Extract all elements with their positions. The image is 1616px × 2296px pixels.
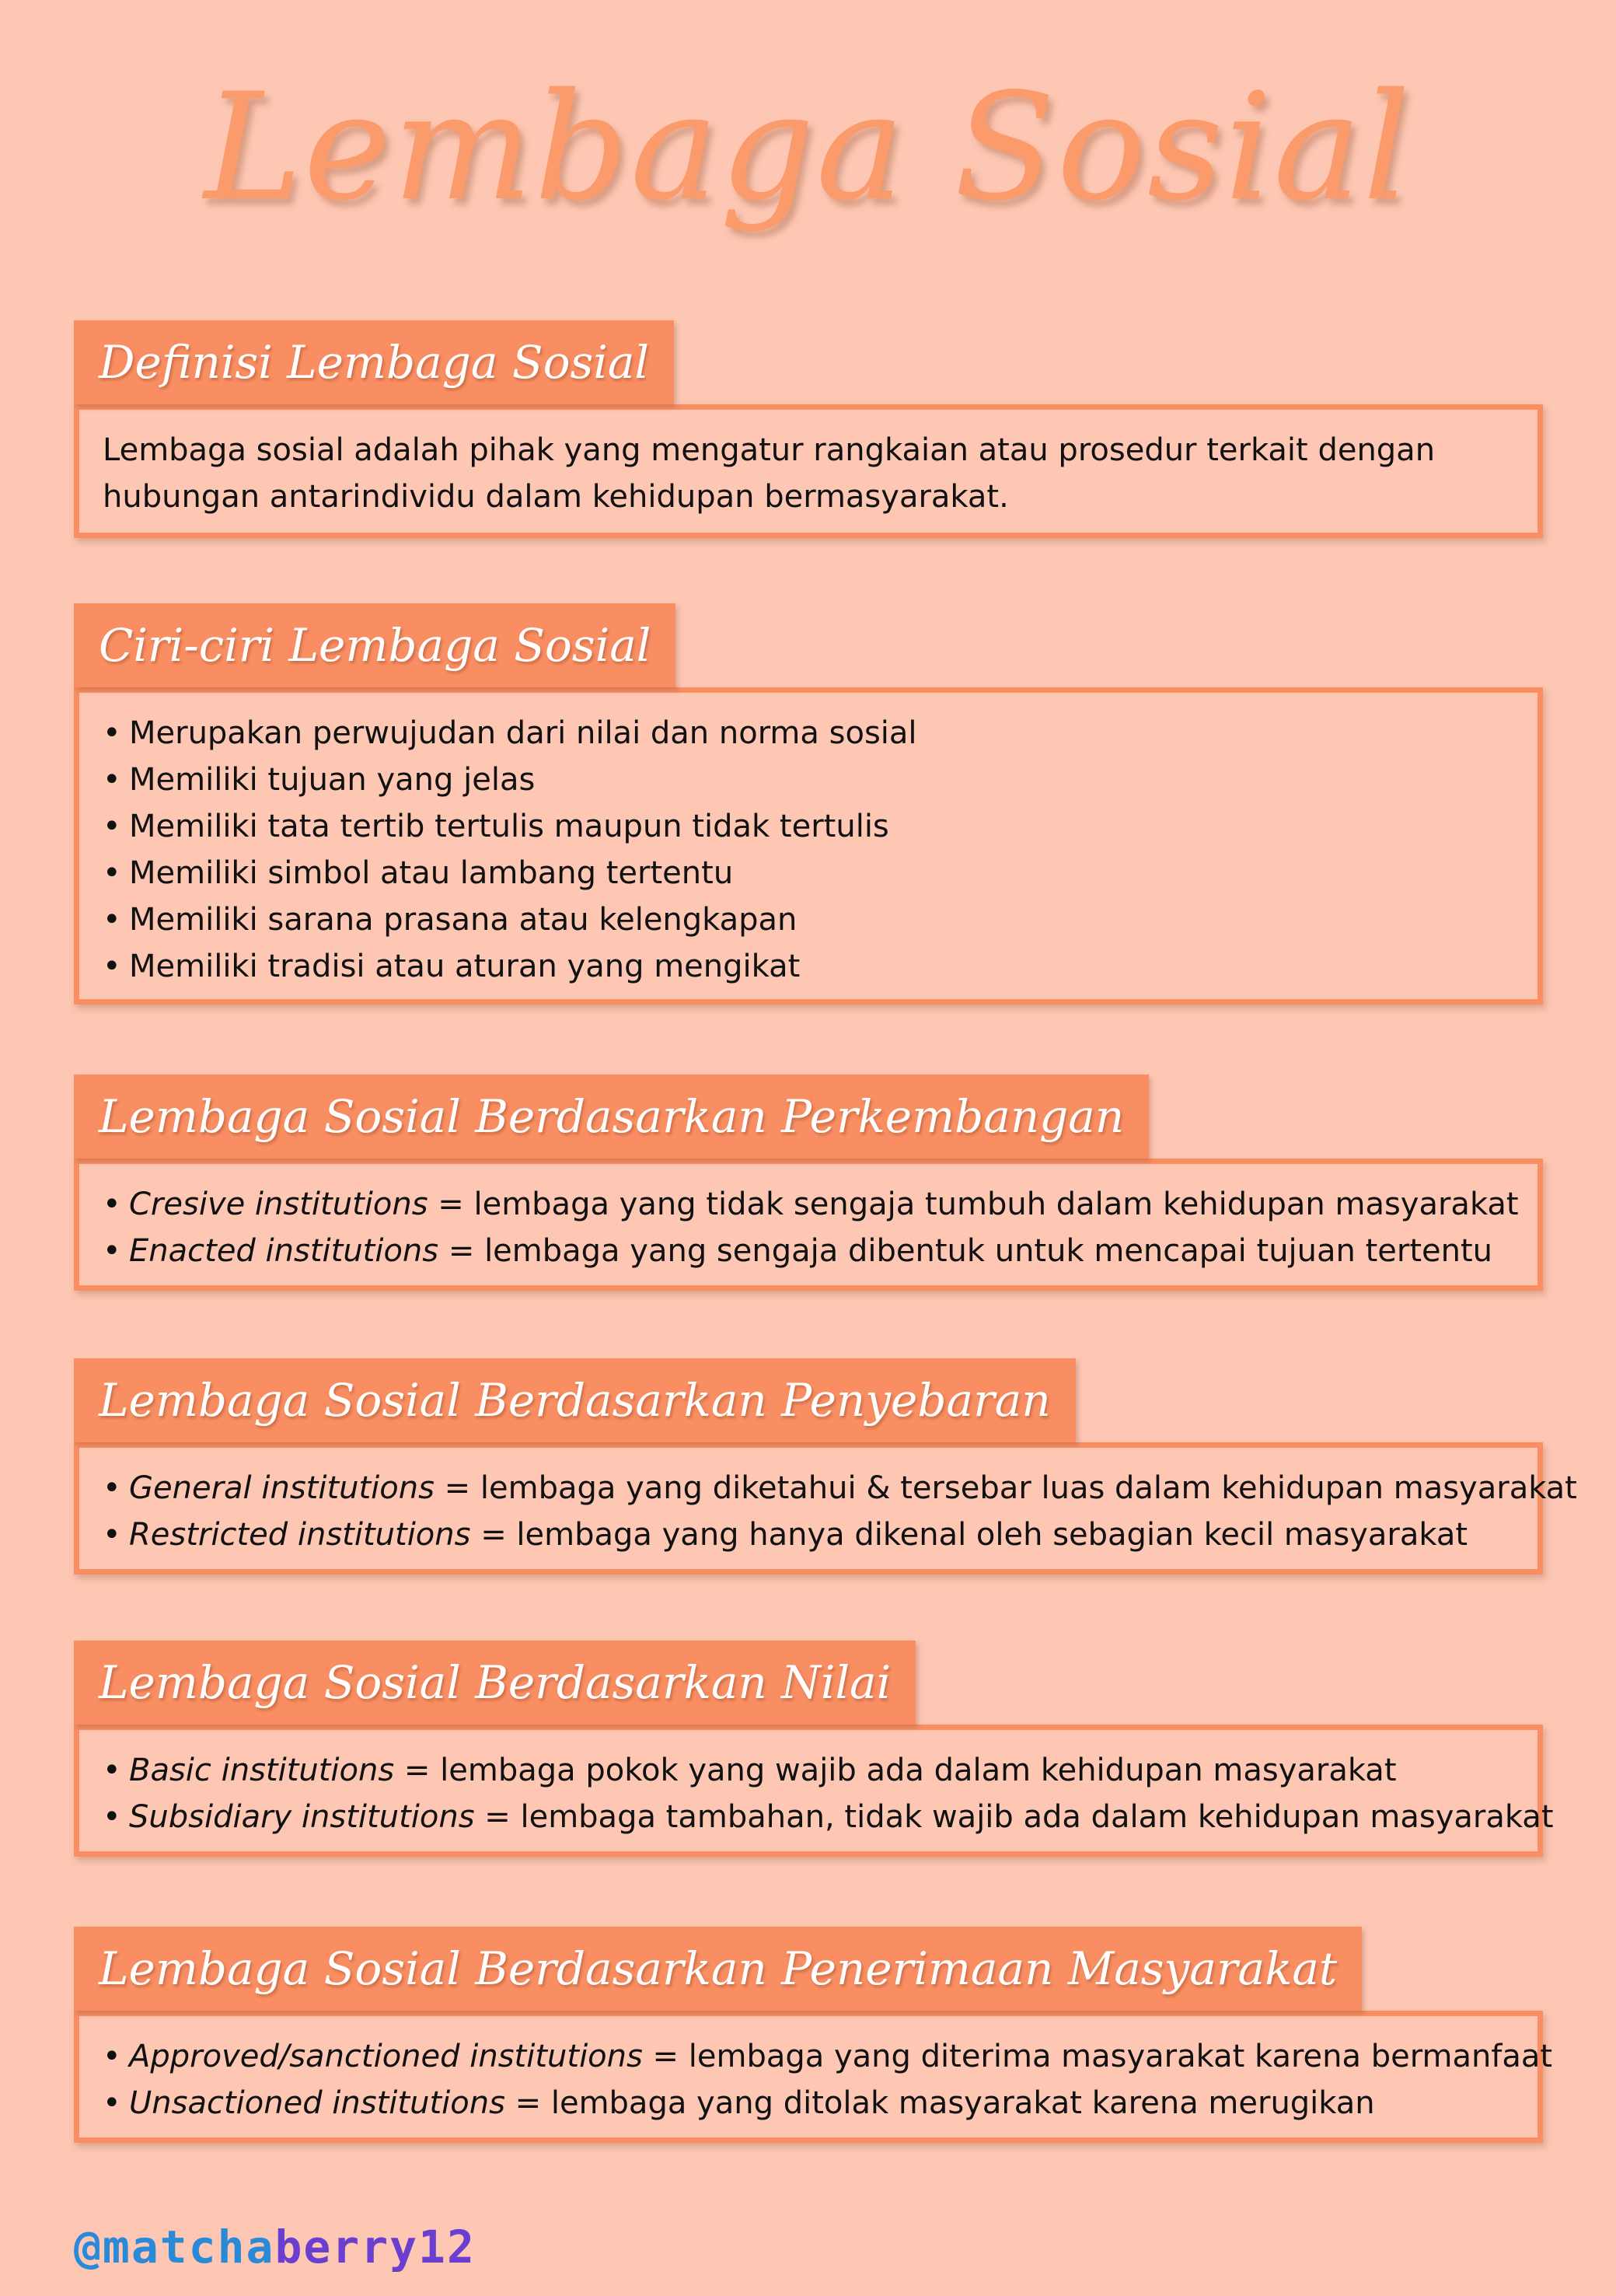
section-header: Lembaga Sosial Berdasarkan Nilai: [74, 1641, 916, 1725]
list-item: • Memiliki tujuan yang jelas: [103, 757, 1514, 803]
section-box: [74, 404, 1543, 538]
section-header: Definisi Lembaga Sosial: [74, 320, 674, 404]
list-item: • Basic institutions = lembaga pokok yang wajib ada dalam kehidupan masyarakat: [103, 1747, 1514, 1794]
bullet-icon: •: [103, 1753, 121, 1788]
section-penerimaan: [74, 1927, 1553, 2143]
definition-text: Lembaga sosial adalah pihak yang mengatur rangkaian atau prosedur terkait dengan hubungan antarindividu dalam kehidupan bermasyarakat.: [103, 432, 1436, 515]
bullet-icon: •: [103, 1186, 121, 1222]
section-perkembangan: [74, 1075, 1543, 1291]
section-penyebaran: [74, 1358, 1577, 1574]
bullet-icon: •: [103, 949, 121, 984]
list-item: • Restricted institutions = lembaga yang hanya dikenal oleh sebagian kecil masyarakat: [103, 1511, 1514, 1558]
list-item: • Memiliki sarana prasana atau kelengkapan: [103, 896, 1514, 943]
list-item: • Memiliki tata tertib tertulis maupun tidak tertulis: [103, 803, 1514, 850]
section-header: Lembaga Sosial Berdasarkan Perkembangan: [74, 1075, 1149, 1158]
list-item: • Merupakan perwujudan dari nilai dan norma sosial: [103, 710, 1514, 757]
bullet-icon: •: [103, 855, 121, 891]
section-header: Ciri-ciri Lembaga Sosial: [74, 603, 675, 687]
bullet-icon: •: [103, 809, 121, 844]
bullet-icon: •: [103, 1799, 121, 1835]
section-box: [74, 2011, 1553, 2143]
bullet-icon: •: [103, 1470, 121, 1506]
list-item: • Memiliki simbol atau lambang tertentu: [103, 850, 1514, 896]
list-item: • Unsactioned institutions = lembaga yang ditolak masyarakat karena merugikan: [103, 2080, 1514, 2127]
bullet-icon: •: [103, 2085, 121, 2121]
ciri-list: [103, 710, 1514, 990]
section-box: [74, 1158, 1543, 1291]
list-item: • Memiliki tradisi atau aturan yang mengikat: [103, 943, 1514, 990]
bullet-icon: •: [103, 1517, 121, 1553]
bullet-icon: •: [103, 715, 121, 751]
nilai-list: [103, 1747, 1554, 1840]
perkembangan-list: [103, 1181, 1519, 1274]
penerimaan-list: [103, 2033, 1553, 2127]
page-title: Lembaga Sosial: [204, 61, 1412, 233]
author-handle: @matchaberry12: [74, 2221, 476, 2273]
list-item: • Approved/sanctioned institutions = lembaga yang diterima masyarakat karena bermanfaat: [103, 2033, 1514, 2080]
bullet-icon: •: [103, 1233, 121, 1269]
list-item: • Subsidiary institutions = lembaga tambahan, tidak wajib ada dalam kehidupan masyarakat: [103, 1794, 1514, 1840]
section-box: [74, 1442, 1577, 1574]
list-item: • Cresive institutions = lembaga yang tidak sengaja tumbuh dalam kehidupan masyarakat: [103, 1181, 1514, 1228]
list-item: • Enacted institutions = lembaga yang sengaja dibentuk untuk mencapai tujuan tertentu: [103, 1228, 1514, 1274]
section-nilai: [74, 1641, 1554, 1857]
list-item: • General institutions = lembaga yang diketahui & tersebar luas dalam kehidupan masyarakat: [103, 1465, 1514, 1511]
section-ciri: [74, 603, 1543, 1005]
bullet-icon: •: [103, 2039, 121, 2074]
section-box: [74, 1725, 1554, 1857]
penyebaran-list: [103, 1465, 1577, 1558]
section-header: Lembaga Sosial Berdasarkan Penerimaan Masyarakat: [74, 1927, 1362, 2011]
section-header: Lembaga Sosial Berdasarkan Penyebaran: [74, 1358, 1076, 1442]
section-definisi: [74, 320, 1543, 538]
bullet-icon: •: [103, 902, 121, 938]
section-box: [74, 687, 1543, 1005]
bullet-icon: •: [103, 762, 121, 798]
